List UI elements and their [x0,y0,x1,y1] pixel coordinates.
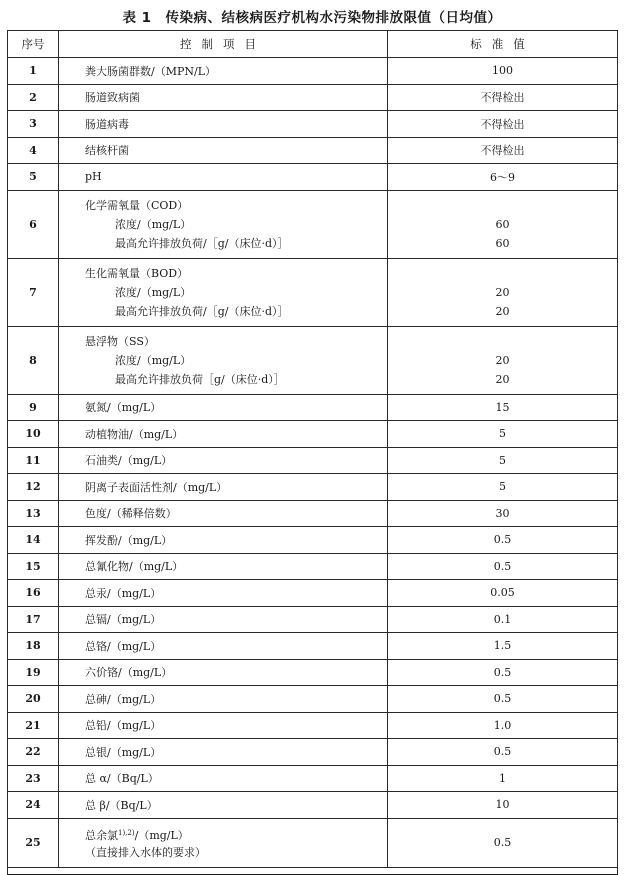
row-value: 5 [388,421,618,448]
table-title: 表 1 传染病、结核病医疗机构水污染物排放限值（日均值） [122,10,502,26]
table-row [8,500,618,527]
row-number: 13 [8,500,59,527]
row-number: 23 [8,765,59,792]
row-item: 总汞/（mg/L） [59,580,388,607]
row-value [388,258,618,326]
row-subvalue: 60 [495,217,510,231]
row-item: 总 β/（Bq/L） [59,792,388,819]
table-row [8,712,618,739]
row-number: 8 [8,326,59,394]
table-row [8,580,618,607]
row-item: 总铅/（mg/L） [59,712,388,739]
row-item: 氨氮/（mg/L） [59,394,388,421]
row-item: 总 α/（Bq/L） [59,765,388,792]
table-row [8,686,618,713]
row-subvalue: 20 [495,353,510,367]
row-number: 14 [8,527,59,554]
row-number: 10 [8,421,59,448]
row-value: 1.5 [388,633,618,660]
row-item: 挥发酚/（mg/L） [59,527,388,554]
table-row [8,447,618,474]
row-number: 11 [8,447,59,474]
row-value: 0.5 [388,818,618,867]
table-row [8,527,618,554]
table-row [8,258,618,326]
row-subitem: 浓度/（mg/L） [115,285,192,299]
table-row [8,659,618,686]
row-number: 22 [8,739,59,766]
row-number: 24 [8,792,59,819]
row-subitem: 最高允许排放负荷/［g/（床位·d）］ [115,236,289,250]
row-value: 100 [388,58,618,85]
row-number: 12 [8,474,59,501]
row-subvalue: 60 [495,236,510,250]
table-row [8,326,618,394]
row-item [59,258,388,326]
footnote-marker: 1),2) [118,828,135,837]
table-row [8,58,618,85]
row-number: 2 [8,84,59,111]
row-number: 15 [8,553,59,580]
row-number: 6 [8,190,59,258]
table-header-row [8,31,618,58]
table-row [8,474,618,501]
row-number: 21 [8,712,59,739]
row-value: 不得检出 [388,111,618,138]
row-value: 5 [388,447,618,474]
row-subvalue: 20 [495,372,510,386]
row-value: 0.5 [388,739,618,766]
row-item-heading: 总余氯$^{1),2)}$/（mg/L） [85,828,189,842]
row-number: 20 [8,686,59,713]
row-item-heading: 化学需氧量（COD） [85,198,189,212]
row-item-heading: 生化需氧量（BOD） [85,266,189,280]
row-item-note: （直接排入水体的要求） [85,845,206,859]
row-number: 3 [8,111,59,138]
row-value: 0.5 [388,686,618,713]
row-number: 25 [8,818,59,867]
row-subitem: 浓度/（mg/L） [115,353,192,367]
row-value: 0.5 [388,659,618,686]
table-row [8,765,618,792]
table-row [8,164,618,191]
row-item [59,190,388,258]
table-row [8,739,618,766]
row-value: 0.1 [388,606,618,633]
row-subitem: 最高允许排放负荷/［g/（床位·d）］ [115,304,289,318]
row-subvalue: 20 [495,285,510,299]
pollutant-limits-table [7,30,618,875]
row-item: 色度/（稀释倍数） [59,500,388,527]
row-value: 0.5 [388,553,618,580]
row-value: 不得检出 [388,137,618,164]
row-item: 总砷/（mg/L） [59,686,388,713]
row-value: 5 [388,474,618,501]
row-item: 总氰化物/（mg/L） [59,553,388,580]
row-subvalue: 20 [495,304,510,318]
table-row [8,553,618,580]
row-number: 16 [8,580,59,607]
row-item: 肠道致病菌 [59,84,388,111]
row-value: 不得检出 [388,84,618,111]
row-value: 0.05 [388,580,618,607]
row-item: 石油类/（mg/L） [59,447,388,474]
row-value: 30 [388,500,618,527]
table-row [8,84,618,111]
row-number: 18 [8,633,59,660]
row-item [59,818,388,867]
row-item: 动植物油/（mg/L） [59,421,388,448]
header-serial-number: 序号 [8,31,59,58]
row-item [59,326,388,394]
header-standard-value: 标准值 [388,31,618,58]
row-number: 7 [8,258,59,326]
table-row [8,421,618,448]
row-item: 总铬/（mg/L） [59,633,388,660]
row-item: pH [59,164,388,191]
row-number: 19 [8,659,59,686]
table-row [8,137,618,164]
row-item: 粪大肠菌群数/（MPN/L） [59,58,388,85]
row-subitem: 浓度/（mg/L） [115,217,192,231]
row-number: 4 [8,137,59,164]
row-value: 1 [388,765,618,792]
row-value [388,190,618,258]
row-value [388,326,618,394]
row-number: 9 [8,394,59,421]
row-value: 0.5 [388,527,618,554]
row-item: 结核杆菌 [59,137,388,164]
table-row [8,190,618,258]
table-row [8,606,618,633]
row-item-heading: 悬浮物（SS） [85,334,155,348]
row-item: 阴离子表面活性剂/（mg/L） [59,474,388,501]
header-control-item: 控制项目 [59,31,388,58]
row-number: 17 [8,606,59,633]
row-value: 6～9 [388,164,618,191]
row-value: 15 [388,394,618,421]
table-row [8,792,618,819]
table-row [8,633,618,660]
table-row [8,394,618,421]
row-number: 1 [8,58,59,85]
row-item: 总银/（mg/L） [59,739,388,766]
row-item: 六价铬/（mg/L） [59,659,388,686]
table-row [8,818,618,867]
row-value: 10 [388,792,618,819]
table-row [8,111,618,138]
row-item: 总镉/（mg/L） [59,606,388,633]
row-number: 5 [8,164,59,191]
row-value: 1.0 [388,712,618,739]
row-subitem: 最高允许排放负荷［g/（床位·d）］ [115,372,285,386]
row-item: 肠道病毒 [59,111,388,138]
